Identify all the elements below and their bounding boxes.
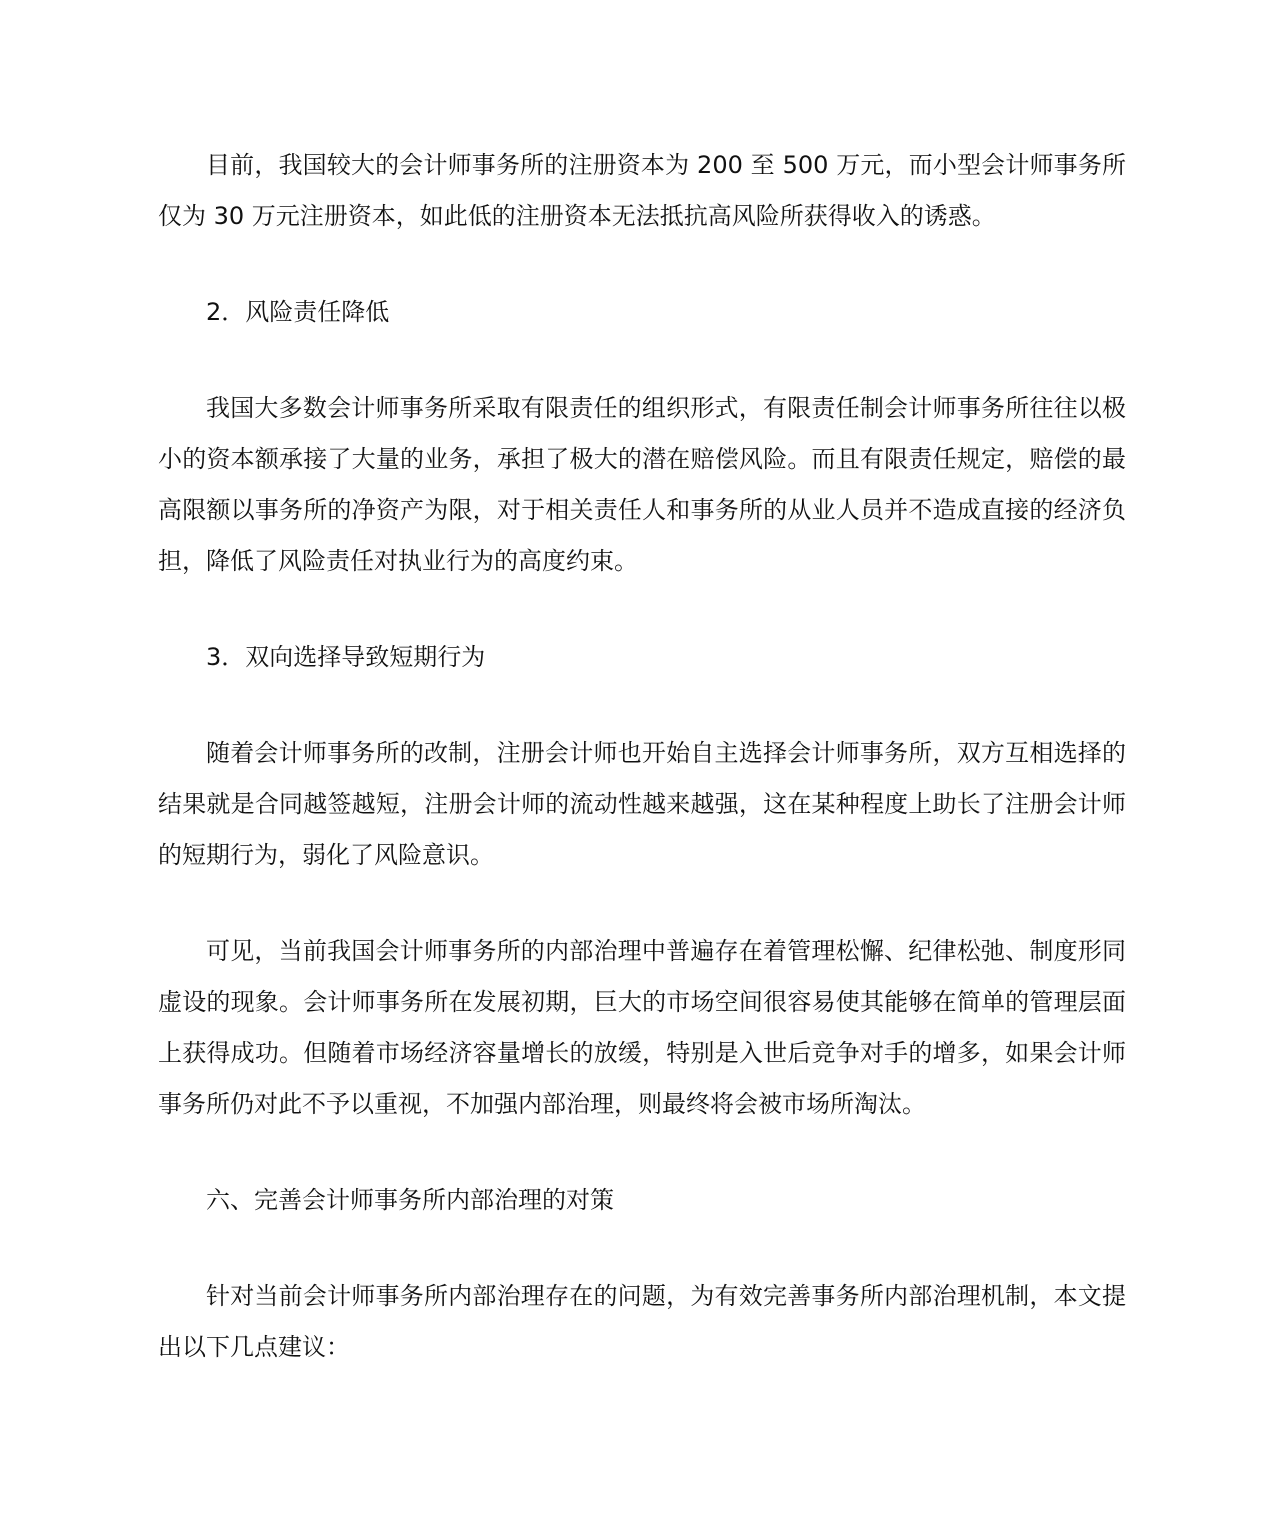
paragraph-limited-liability: 我国大多数会计师事务所采取有限责任的组织形式，有限责任制会计师事务所往往以极小的资本额承接了大量的业务，承担了极大的潜在赔偿风险。而且有限责任规定，赔偿的最高限额以事务所的净资产为限，对于相关责任人和事务所的从业人员并不造成直接的经济负担，降低了风险责任对执业行为的高度约束。 [158,394,1126,575]
section-heading-countermeasures: 六、完善会计师事务所内部治理的对策 [206,1186,614,1214]
paragraph-gap [158,242,1126,287]
paragraph-gap [158,683,1126,728]
paragraph-suggestions-intro: 针对当前会计师事务所内部治理存在的问题，为有效完善事务所内部治理机制，本文提出以下几点建议： [158,1282,1126,1361]
document-page [158,140,1126,1373]
paragraph-gap [158,881,1126,926]
paragraph-gap [158,587,1126,632]
section-heading-short-term-behavior: 3．双向选择导致短期行为 [206,643,486,671]
paragraph-governance-summary: 可见，当前我国会计师事务所的内部治理中普遍存在着管理松懈、纪律松弛、制度形同虚设的现象。会计师事务所在发展初期，巨大的市场空间很容易使其能够在简单的管理层面上获得成功。但随着市场经济容量增长的放缓，特别是入世后竞争对手的增多，如果会计师事务所仍对此不予以重视，不加强内部治理，则最终将会被市场所淘汰。 [158,937,1126,1118]
paragraph-gap [158,1130,1126,1175]
paragraph-gap [158,338,1126,383]
paragraph-gap [158,1226,1126,1271]
paragraph-registered-capital: 目前，我国较大的会计师事务所的注册资本为 200 至 500 万元，而小型会计师事务所仅为 30 万元注册资本，如此低的注册资本无法抵抗高风险所获得收入的诱惑。 [158,151,1126,230]
section-heading-risk-liability: 2．风险责任降低 [206,298,390,326]
paragraph-mutual-selection: 随着会计师事务所的改制，注册会计师也开始自主选择会计师事务所，双方互相选择的结果就是合同越签越短，注册会计师的流动性越来越强，这在某种程度上助长了注册会计师的短期行为，弱化了风险意识。 [158,739,1126,869]
